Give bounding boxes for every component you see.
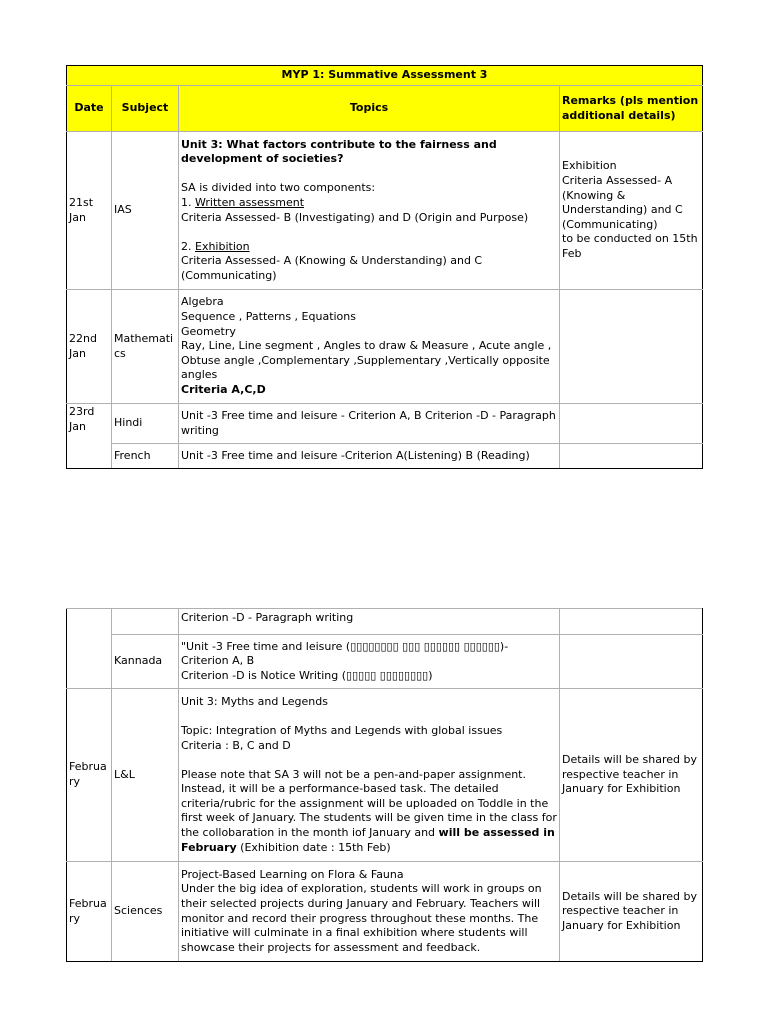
topic-line: Algebra: [181, 295, 224, 309]
item-prefix: 2.: [181, 239, 195, 253]
assessment-table-top: [66, 65, 703, 469]
table-title: MYP 1: Summative Assessment 3: [67, 66, 703, 86]
topic-paragraph: [181, 768, 557, 856]
table-row: [67, 635, 703, 689]
table-row: [67, 862, 703, 962]
row-remarks: [560, 404, 703, 444]
exhibition-label: Exhibition: [195, 239, 250, 253]
header-remarks: Remarks (pls mention additional details): [560, 86, 703, 132]
topic-line: Criterion -D is Notice Writing (▯▯▯▯▯ ▯▯▯▯▯▯▯▯): [181, 668, 433, 682]
row-topics: [179, 290, 560, 404]
topic-line: Topic: Integration of Myths and Legends with global issues: [181, 723, 503, 737]
row-date: 22nd Jan: [67, 290, 112, 404]
row-subject: Hindi: [112, 404, 179, 444]
header-date: Date: [67, 86, 112, 132]
remarks-line: to be conducted on 15th Feb: [562, 232, 698, 260]
row-subject: Kannada: [112, 635, 179, 689]
topic-item-1: [181, 196, 557, 211]
topic-line: Sequence , Patterns , Equations: [181, 310, 356, 324]
row-topics: Criterion -D - Paragraph writing: [179, 609, 560, 635]
row-topics: [179, 132, 560, 290]
row-subject: French: [112, 444, 179, 469]
topic-item-2-criteria: Criteria Assessed- A (Knowing & Understanding) and C (Communicating): [181, 254, 483, 282]
row-topics: Unit -3 Free time and leisure -Criterion A(Listening) B (Reading): [179, 444, 560, 469]
row-subject: Sciences: [112, 862, 179, 962]
table-row: [67, 444, 703, 469]
row-remarks: [560, 290, 703, 404]
topic-paragraph: Under the big idea of exploration, students will work in groups on their selected projects during January and February. Teachers will monitor and record their progress throughout these months. The initiative will culminate in a final exhibition where students will showcase their projects for assessment and feedback.: [181, 882, 542, 954]
topic-line: Criteria : B, C and D: [181, 738, 291, 752]
row-subject: Mathematics: [112, 290, 179, 404]
row-subject: L&L: [112, 689, 179, 862]
paragraph-text: Please note that SA 3 will not be a pen-and-paper assignment. Instead, it will be a performance-based task. The detailed criteria/rubric for the assignment will be uploaded on Toddle in the first week of January. The students will be given time in the class for the collobaration in the month iof January and: [181, 767, 557, 840]
topic-item-2: [181, 240, 557, 255]
row-topics: Unit -3 Free time and leisure - Criterion A, B Criterion -D - Paragraph writing: [179, 404, 560, 444]
row-topics: [179, 635, 560, 689]
topic-line: Project-Based Learning on Flora & Fauna: [181, 867, 404, 881]
assessment-table-bottom: [66, 608, 703, 962]
row-subject: IAS: [112, 132, 179, 290]
row-topics: [179, 862, 560, 962]
table-row: [67, 689, 703, 862]
row-date: 23rd Jan: [67, 404, 112, 469]
paragraph-bold: will be assessed in February: [181, 826, 555, 854]
header-topics: Topics: [179, 86, 560, 132]
row-remarks: [560, 609, 703, 635]
topic-line: "Unit -3 Free time and leisure (▯▯▯▯▯▯▯▯ ▯▯▯ ▯▯▯▯▯▯ ▯▯▯▯▯▯)- Criterion A, B: [181, 639, 509, 668]
row-remarks: [560, 444, 703, 469]
topic-criteria: Criteria A,C,D: [181, 382, 266, 396]
row-subject: [112, 609, 179, 635]
item-prefix: 1.: [181, 195, 195, 209]
row-date: February: [67, 689, 112, 862]
table-row: [67, 132, 703, 290]
remarks-line: Exhibition: [562, 159, 617, 173]
topic-intro: SA is divided into two components:: [181, 181, 376, 195]
row-remarks: Details will be shared by respective teacher in January for Exhibition: [560, 862, 703, 962]
topic-line: Geometry: [181, 324, 236, 338]
row-topics: [179, 689, 560, 862]
topic-line: Unit 3: Myths and Legends: [181, 694, 328, 708]
row-date: 21st Jan: [67, 132, 112, 290]
row-date: [67, 609, 112, 689]
topic-line: Ray, Line, Line segment , Angles to draw & Measure , Acute angle , Obtuse angle ,Complementary ,Supplementary ,Vertically opposite angles: [181, 339, 552, 382]
table-row: [67, 609, 703, 635]
row-date: February: [67, 862, 112, 962]
topic-heading: Unit 3: What factors contribute to the fairness and development of societies?: [181, 137, 497, 166]
header-subject: Subject: [112, 86, 179, 132]
topic-item-1-criteria: Criteria Assessed- B (Investigating) and D (Origin and Purpose): [181, 210, 529, 224]
table-row: [67, 404, 703, 444]
written-assessment-label: Written assessment: [195, 195, 305, 209]
paragraph-end: (Exhibition date : 15th Feb): [236, 840, 391, 854]
row-remarks: [560, 635, 703, 689]
remarks-line: Criteria Assessed- A (Knowing & Understanding) and C (Communicating): [562, 174, 683, 231]
row-remarks: [560, 132, 703, 290]
table-row: [67, 290, 703, 404]
row-remarks: Details will be shared by respective teacher in January for Exhibition: [560, 689, 703, 862]
